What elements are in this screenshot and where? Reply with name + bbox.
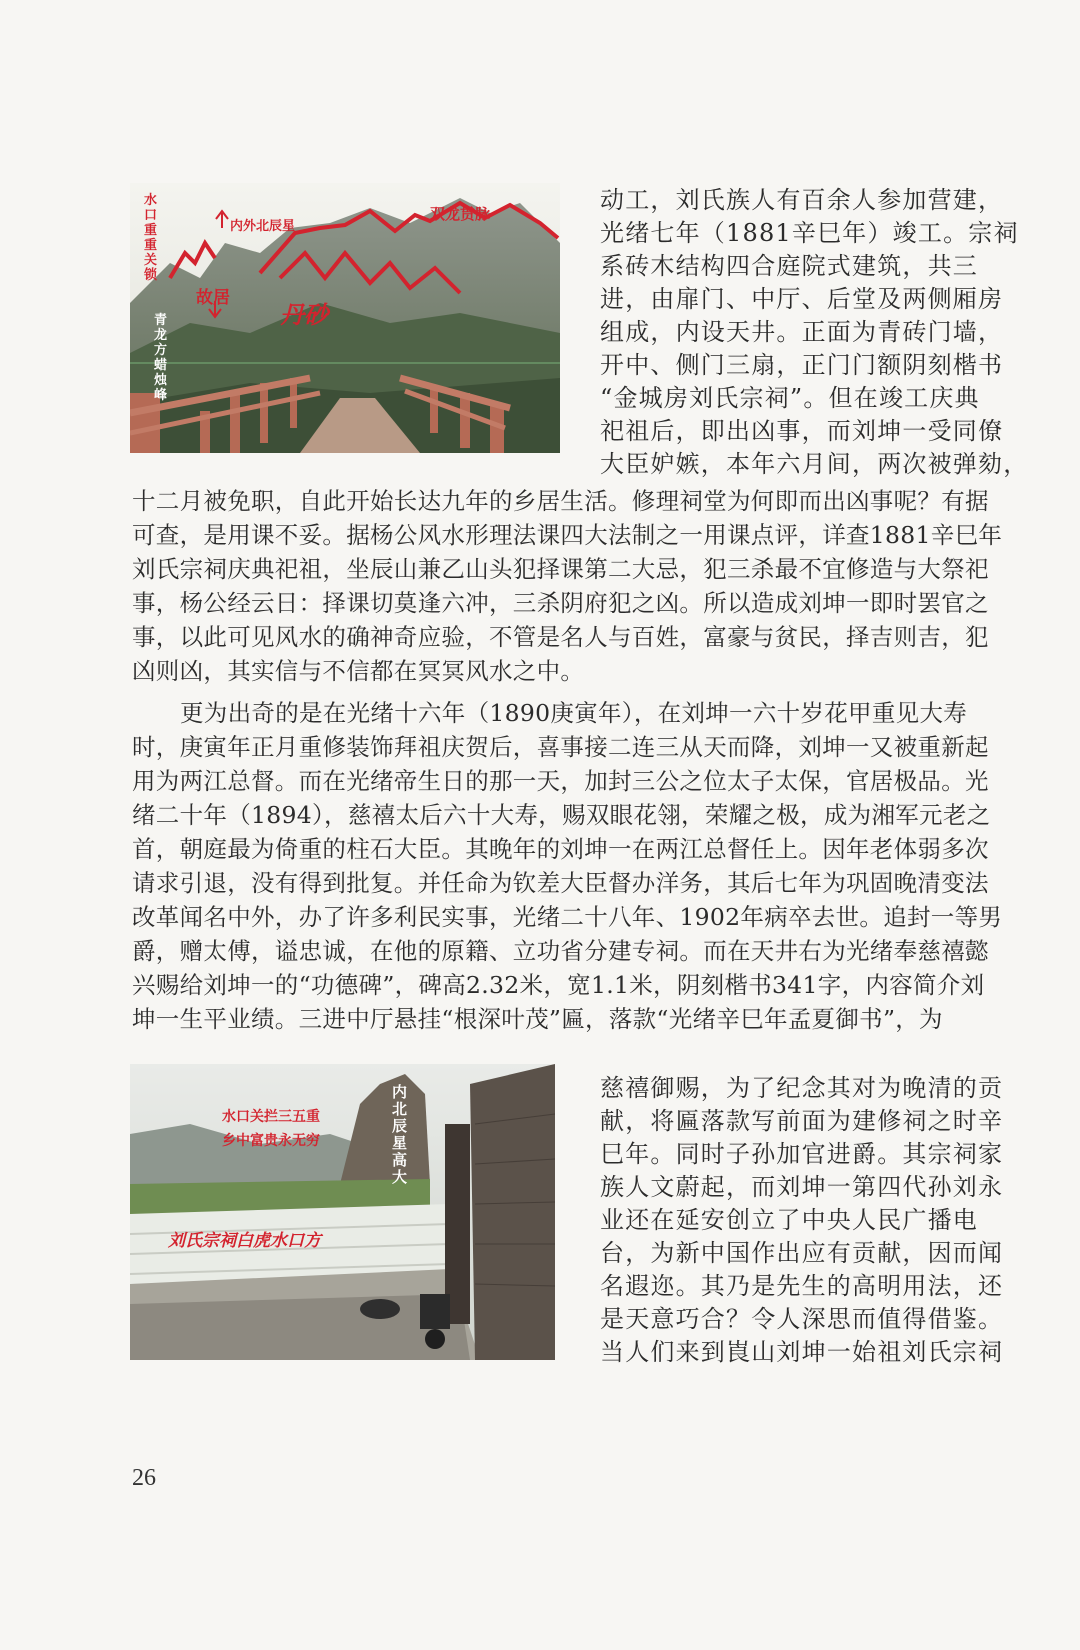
label-shuikou: 水口重重关锁 (144, 193, 158, 283)
text-line: 大臣妒嫉，本年六月间，两次被弹劾， (600, 450, 1029, 478)
label-baihu: 刘氏宗祠白虎水口方 (168, 1231, 321, 1251)
text-line: 十二月被免职，自此开始长达九年的乡居生活。修理祠堂为何即而出凶事呢？有据 (132, 487, 989, 515)
text-line: 刘氏宗祠庆典祀祖，坐辰山兼乙山头犯择课第二大忌，犯三杀最不宜修造与大祭祀 (132, 555, 989, 583)
courtyard-illustration (130, 1064, 555, 1360)
text-line: 事，杨公经云日：择课切莫逢六冲，三杀阴府犯之凶。所以造成刘坤一即时罢官之 (132, 589, 989, 617)
text-line: 是天意巧合？令人深思而值得借鉴。 (600, 1305, 1004, 1333)
label-beichen: 内北辰星高大 (392, 1083, 408, 1186)
label-shuikou-poem-1: 水口关拦三五重 (222, 1109, 320, 1125)
text-line: 巳年。同时子孙加官进爵。其宗祠家 (600, 1140, 1004, 1168)
text-line: 凶则凶，其实信与不信都在冥冥风水之中。 (132, 657, 585, 685)
text-line: 时，庚寅年正月重修装饰拜祖庆贺后，喜事接二连三从天而降，刘坤一又被重新起 (132, 733, 989, 761)
text-line: 光绪七年（1881辛巳年）竣工。宗祠 (600, 219, 1019, 247)
text-line: 事，以此可见风水的确神奇应验，不管是名人与百姓，富豪与贫民，择吉则吉，犯 (132, 623, 989, 651)
label-qinglong: 青龙方蜡烛峰 (154, 313, 168, 403)
text-line: 台，为新中国作出应有贡献，因而闻 (600, 1239, 1004, 1267)
text-line: 请求引退，没有得到批复。并任命为钦差大臣督办洋务，其后七年为巩固晚清变法 (132, 869, 989, 897)
text-line: 族人文蔚起，而刘坤一第四代孙刘永 (600, 1173, 1004, 1201)
label-guju: 故居 (196, 288, 230, 308)
text-line: 慈禧御赐，为了纪念其对为晚清的贡 (600, 1074, 1004, 1102)
text-line: 系砖木结构四合庭院式建筑，共三 (600, 252, 978, 280)
label-beichenxing: 内外北辰星 (230, 219, 296, 234)
label-tansha: 丹砂 (280, 301, 328, 329)
text-line: 首，朝庭最为倚重的柱石大臣。其晚年的刘坤一在两江总督任上。因年老体弱多次 (132, 835, 989, 863)
text-line: 坤一生平业绩。三进中厅悬挂“根深叶茂”匾，落款“光绪辛巳年孟夏御书”，为 (132, 1005, 943, 1033)
text-line: 献，将匾落款写前面为建修祠之时辛 (600, 1107, 1004, 1135)
landscape-illustration (130, 183, 560, 453)
label-shuikou-poem-2: 乡中富贵永无穷 (222, 1133, 320, 1149)
text-line: 组成，内设天井。正面为青砖门墙， (600, 318, 1004, 346)
page-number: 26 (132, 1465, 156, 1491)
text-line: 祀祖后，即出凶事，而刘坤一受同僚 (600, 417, 1004, 445)
text-line: 业还在延安创立了中央人民广播电 (600, 1206, 978, 1234)
text-line: 绪二十年（1894），慈禧太后六十大寿，赐双眼花翎，荣耀之极，成为湘军元老之 (132, 801, 991, 829)
text-line: 可查，是用课不妥。据杨公风水形理法课四大法制之一用课点评，详查1881辛巳年 (132, 521, 1003, 549)
text-line: 用为两江总督。而在光绪帝生日的那一天，加封三公之位太子太保，官居极品。光 (132, 767, 989, 795)
ancestral-hall-photo (130, 1064, 555, 1360)
text-line: 爵，赠太傅，谥忠诚，在他的原籍、立功省分建专祠。而在天井右为光绪奉慈禧懿 (132, 937, 989, 965)
text-line: 更为出奇的是在光绪十六年（1890庚寅年），在刘坤一六十岁花甲重见大寿 (180, 699, 968, 727)
text-line: 动工，刘氏族人有百余人参加营建， (600, 186, 1004, 214)
text-line: 名遐迩。其乃是先生的高明用法，还 (600, 1272, 1004, 1300)
text-line: “金城房刘氏宗祠”。但在竣工庆典 (600, 384, 980, 412)
text-line: 改革闻名中外，办了许多利民实事，光绪二十八年、1902年病卒去世。追封一等男 (132, 903, 1003, 931)
text-line: 进，由扉门、中厅、后堂及两侧厢房 (600, 285, 1004, 313)
label-shuanglong: 双龙贯脉 (430, 205, 491, 223)
text-line: 兴赐给刘坤一的“功德碑”，碑高2.32米，宽1.1米，阴刻楷书341字，内容简介刘 (132, 971, 985, 999)
text-line: 开中、侧门三扇，正门门额阴刻楷书 (600, 351, 1004, 379)
mountain-landscape-photo (130, 183, 560, 453)
text-line: 当人们来到崀山刘坤一始祖刘氏宗祠 (600, 1338, 1004, 1366)
